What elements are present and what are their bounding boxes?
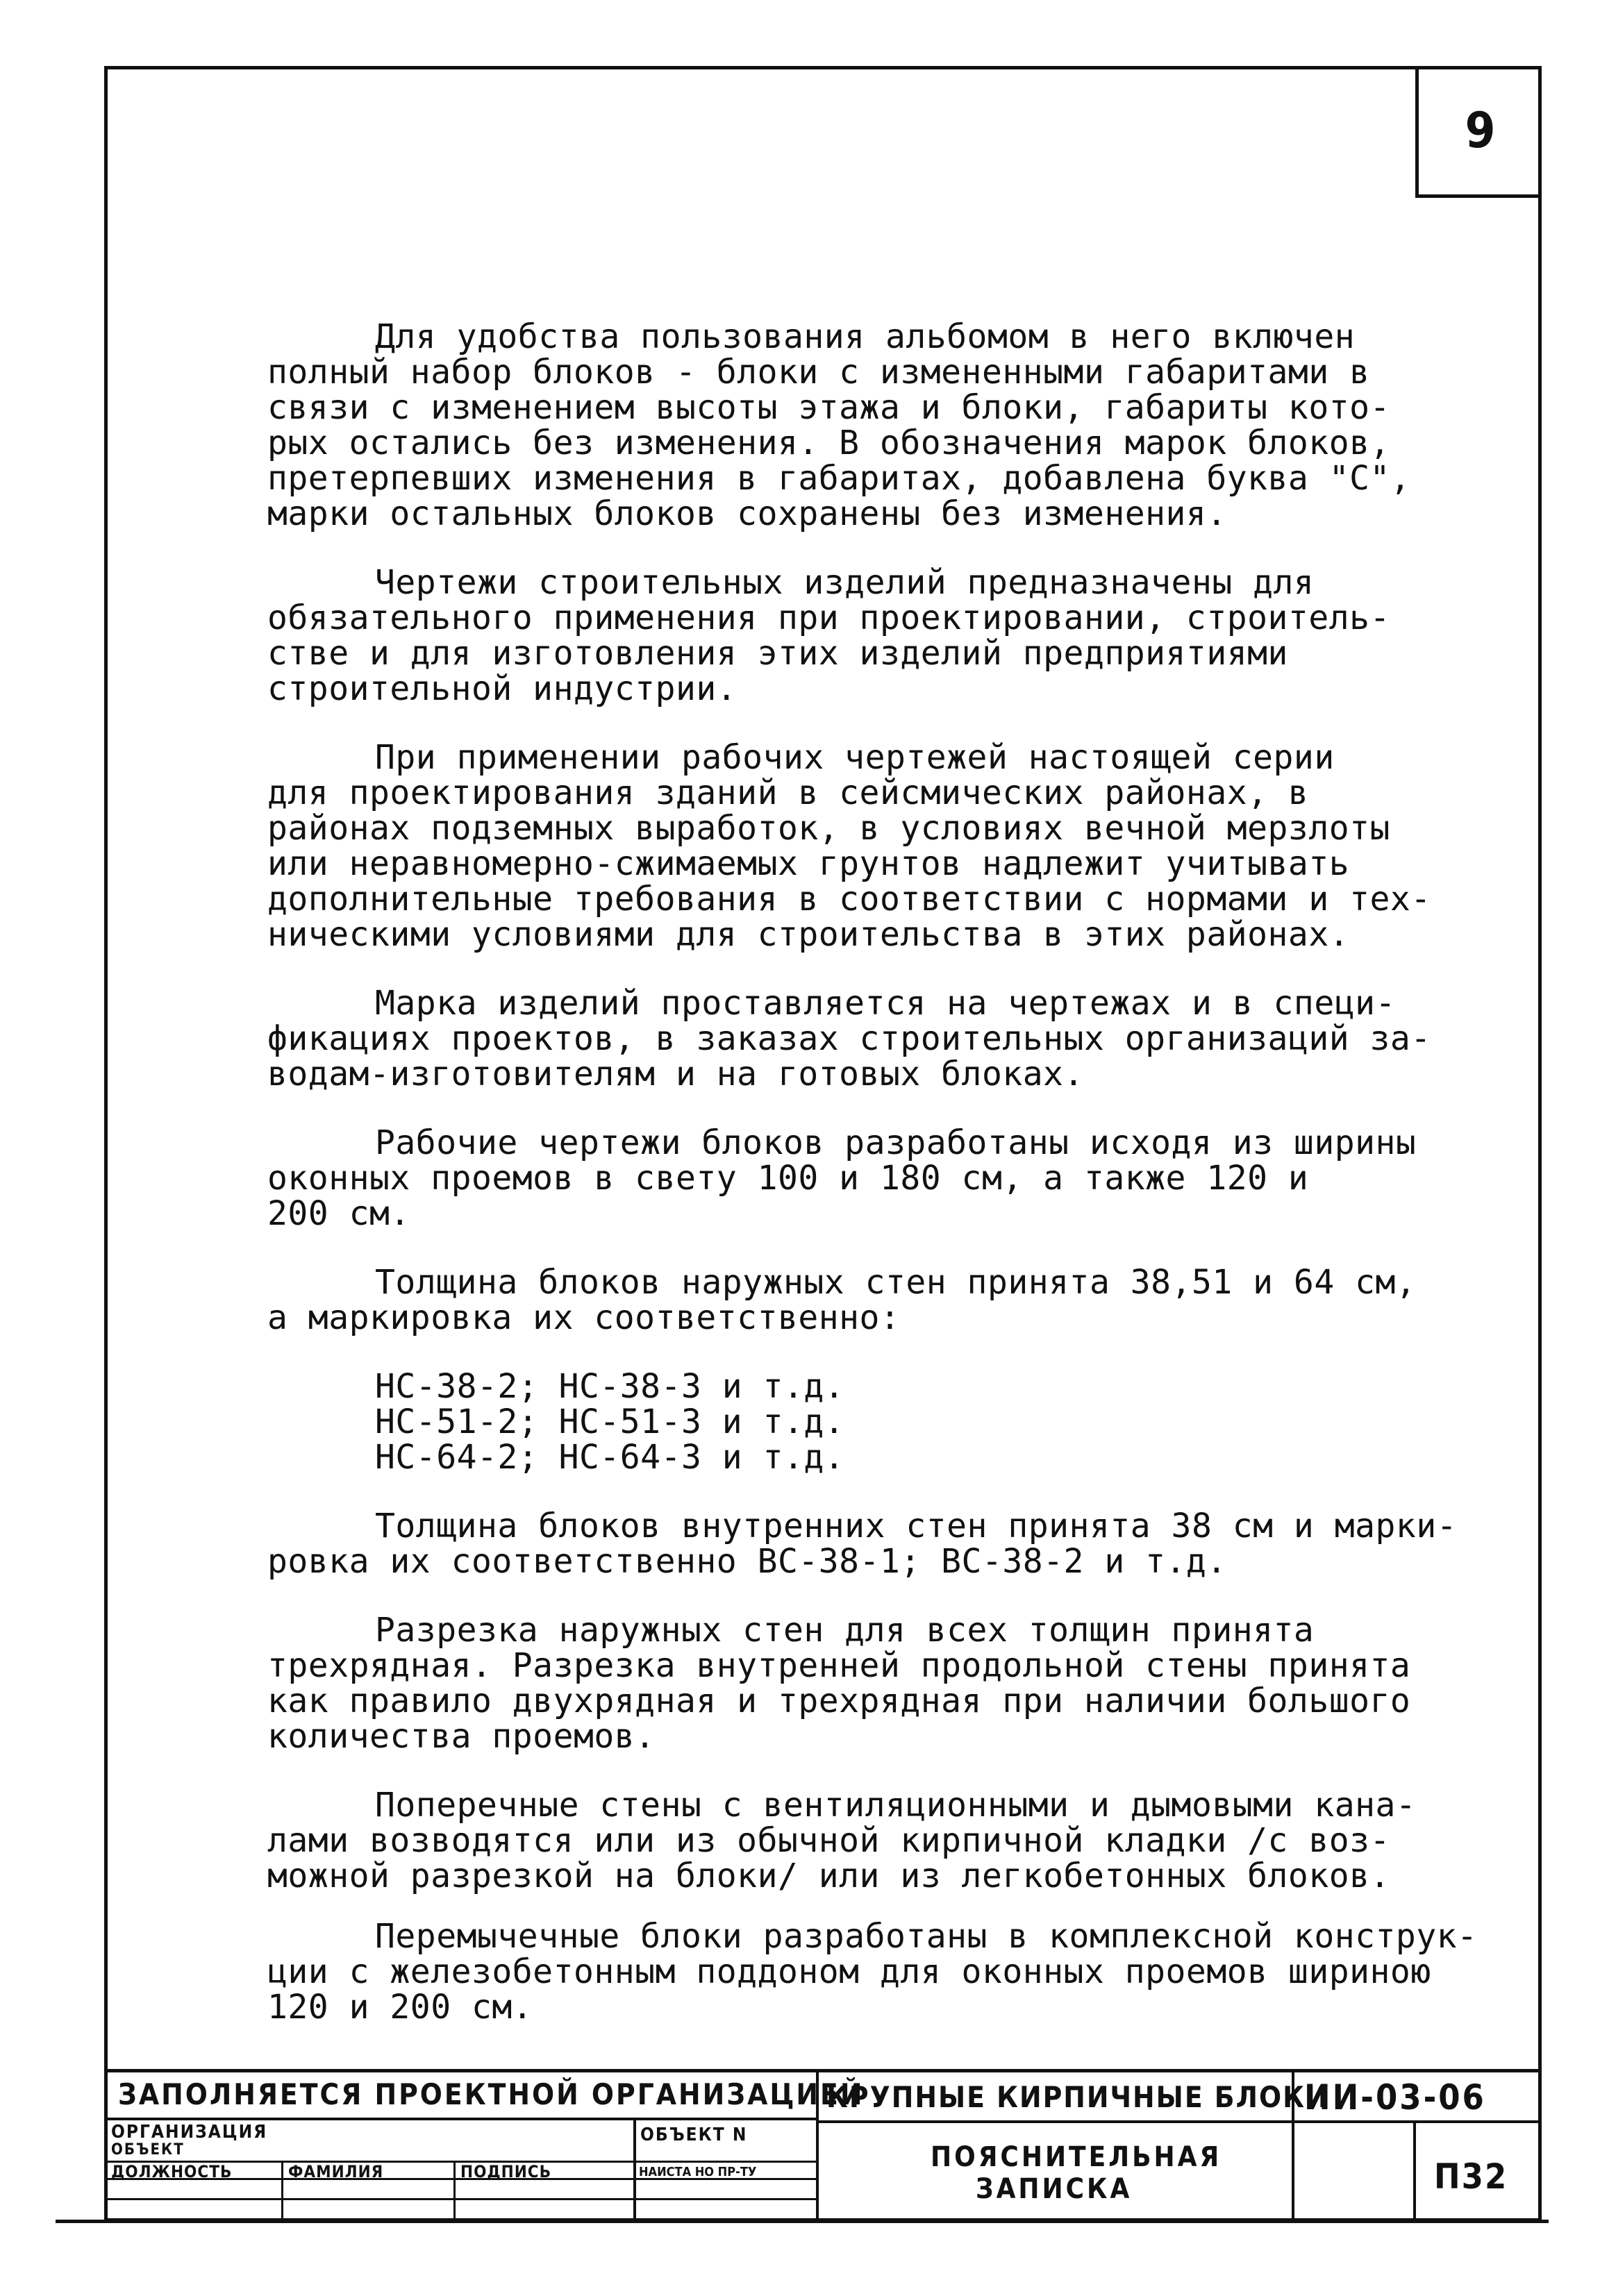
object-label: ОБЪЕКТ xyxy=(111,2141,185,2159)
position-label: ДОЛЖНОСТЬ xyxy=(111,2162,233,2181)
signature-label: ПОДПИСЬ xyxy=(460,2162,552,2181)
title-block-line xyxy=(633,2118,636,2222)
product-title: КРУПНЫЕ КИРПИЧНЫЕ БЛОКИ xyxy=(826,2080,1329,2114)
page-number-box xyxy=(1415,66,1542,198)
paragraph-wall-cutting: Разрезка наружных стен для всех толщин принята трехрядная. Разрезка внутренней продольной стены принята как правило двухрядная и трехрядная при наличии большого количества проемов. xyxy=(267,1611,1411,1756)
document-name-line1: ПОЯСНИТЕЛЬНАЯ xyxy=(931,2141,1222,2173)
paragraph-purpose: Чертежи строительных изделий предназначены для обязательного применения при проектировании, строитель- стве и для изготовления этих изделий предприятиями строительной индустрии. xyxy=(267,563,1390,708)
paragraph-album-content: Для удобства пользования альбомом в него включен полный набор блоков - блоки с измененными габаритами в связи с изменением высоты этажа и блоки, габариты кото- рых остались без изменения. В обозначения марок блоков, претерпевших изменения в габаритах, добавлена буква "С", марки остальных блоков сохранены без изменения. xyxy=(267,317,1411,533)
paragraph-window-widths: Рабочие чертежи блоков разработаны исходя из ширины оконных проемов в свету 100 и 180 см, а также 120 и 200 см. xyxy=(267,1123,1417,1233)
title-block-line xyxy=(816,2120,1542,2123)
paragraph-marking: Марка изделий проставляется на чертежах и в специ- фикациях проектов, в заказах строительных организаций за- водам-изготовителям и на готовых блоках. xyxy=(267,984,1431,1093)
document-body xyxy=(267,319,1510,2059)
title-block-line xyxy=(104,2118,816,2120)
sheet-code: П32 xyxy=(1434,2156,1508,2197)
title-block-line xyxy=(104,2198,816,2200)
organization-label: ОРГАНИЗАЦИЯ xyxy=(111,2122,268,2143)
paragraph-special-conditions: При применении рабочих чертежей настоящей серии для проектирования зданий в сейсмических районах, в районах подземных выработок, в условиях вечной мерзлоты или неравномерно-сжимаемых грунтов надлежит учитывать дополнительные требования в соответствии с нормами и тех- ническими условиями для строительства в этих районах. xyxy=(267,738,1431,954)
page-number: 9 xyxy=(1465,101,1496,159)
series-code: ИИ-03-06 xyxy=(1304,2077,1486,2118)
paragraph-inner-wall-thickness: Толщина блоков внутренних стен принята 38 см и марки- ровка их соответственно ВС-38-1; ВС-38-2 и т.д. xyxy=(267,1507,1458,1581)
surname-label: ФАМИЛИЯ xyxy=(288,2162,384,2181)
marking-list: НС-38-2; НС-38-3 и т.д. НС-51-2; НС-51-3 и т.д. НС-64-2; НС-64-3 и т.д. xyxy=(375,1367,845,1477)
title-block-line xyxy=(453,2161,456,2222)
title-block-line xyxy=(281,2161,283,2222)
filled-by-label: ЗАПОЛНЯЕТСЯ ПРОЕКТНОЙ ОРГАНИЗАЦИЕЙ xyxy=(118,2077,865,2111)
paragraph-outer-wall-thickness: Толщина блоков наружных стен принята 38,51 и 64 см, а маркировка их соответственно: xyxy=(267,1263,1417,1337)
title-block-top-line xyxy=(104,2069,1542,2072)
object-number-label: ОБЪЕКТ N xyxy=(640,2125,748,2145)
title-block xyxy=(104,2069,1542,2222)
paragraph-lintel-blocks: Перемычечные блоки разработаны в комплексной конструк- ции с железобетонным поддоном для оконных проемов шириною 120 и 200 см. xyxy=(267,1917,1478,2027)
title-block-line xyxy=(1413,2120,1416,2222)
document-name-line2: ЗАПИСКА xyxy=(976,2173,1133,2205)
sheet-ref-label: НАИСТА НО ПР-ТУ xyxy=(639,2165,757,2179)
paragraph-cross-walls: Поперечные стены с вентиляционными и дымовыми кана- лами возводятся или из обычной кирпичной кладки /с воз- можной разрезкой на блоки/ или из легкобетонных блоков. xyxy=(267,1786,1417,1895)
